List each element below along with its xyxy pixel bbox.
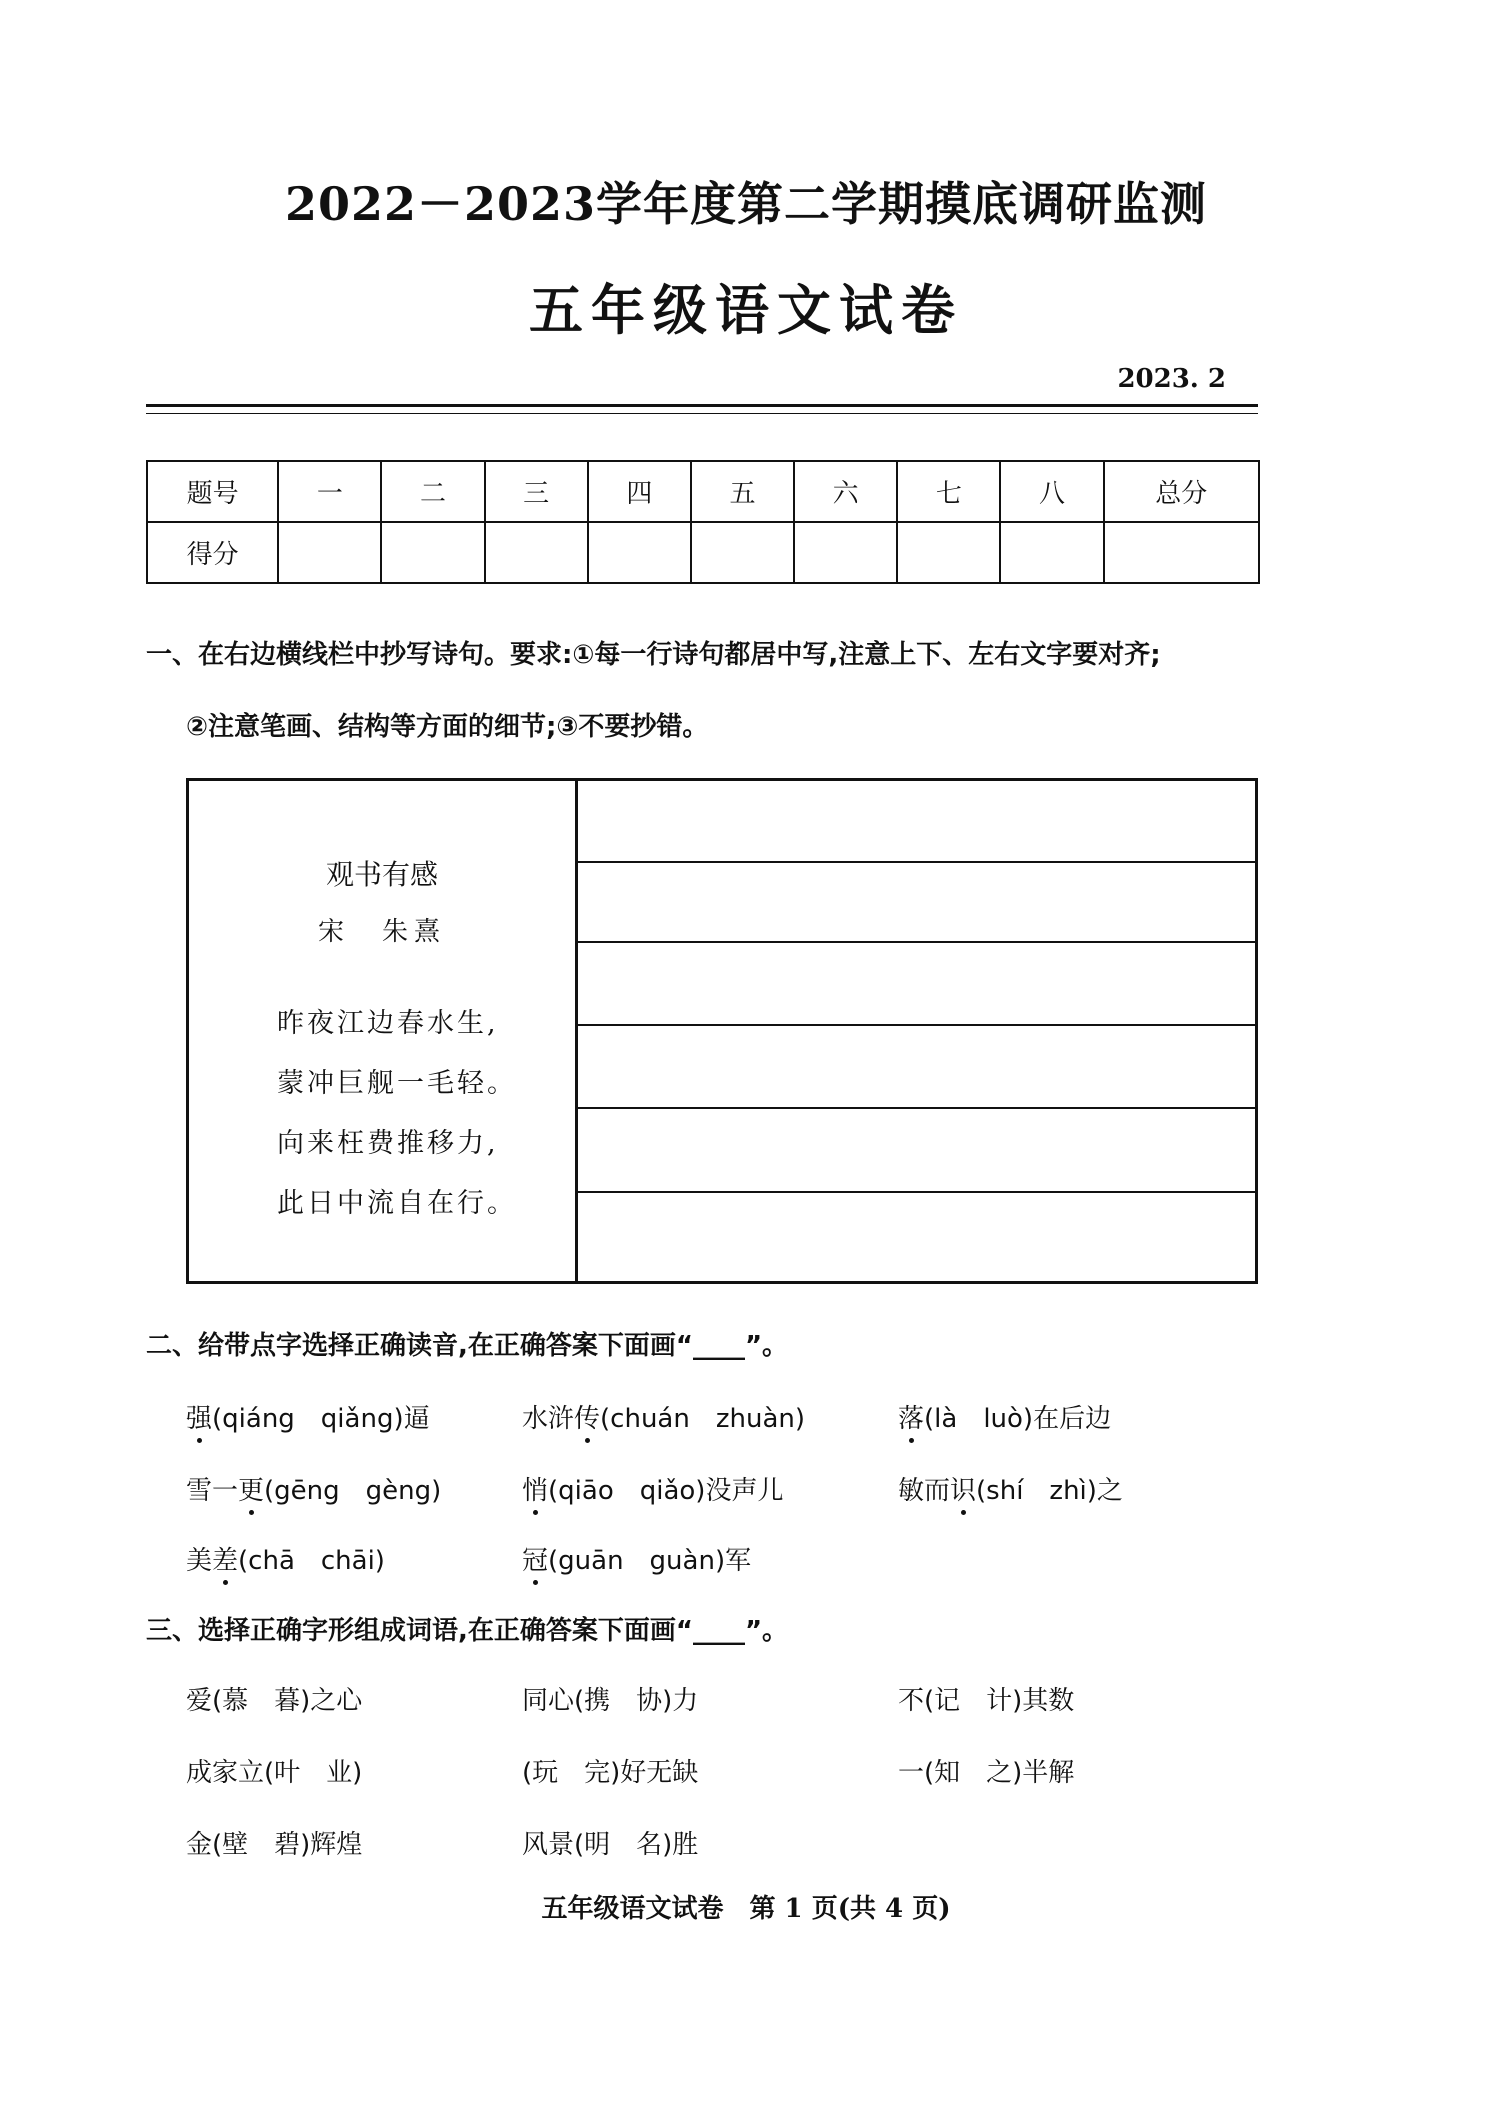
q3-heading: 三、选择正确字形组成词语,在正确答案下面画“____”。 <box>146 1616 789 1646</box>
dotted-char: 识 <box>950 1470 976 1507</box>
q2-item[interactable]: 强(qiáng qiǎng)逼 <box>186 1398 430 1435</box>
poem-author: 宋 朱熹 <box>317 917 446 947</box>
exam-title: 2022－2023学年度第二学期摸底调研监测 <box>284 177 1208 231</box>
q2-item[interactable]: 雪一更(gēng gèng) <box>186 1470 441 1507</box>
q3-item[interactable]: 风景(明 名)胜 <box>522 1830 699 1860</box>
poem-line: 此日中流自在行。 <box>277 1188 517 1219</box>
score-blank-cell[interactable] <box>1000 522 1103 583</box>
poem-line: 昨夜江边春水生, <box>277 1008 499 1039</box>
score-blank-cell[interactable] <box>897 522 1000 583</box>
score-blank-cell[interactable] <box>588 522 691 583</box>
q1-heading-line1: 一、在右边横线栏中抄写诗句。要求:①每一行诗句都居中写,注意上下、左右文字要对齐; <box>146 640 1161 670</box>
header-rule-thick <box>146 404 1258 407</box>
score-header-cell: 七 <box>897 461 1000 522</box>
dotted-char: 传 <box>574 1398 600 1435</box>
dotted-char: 差 <box>212 1540 238 1577</box>
score-header-cell: 一 <box>278 461 381 522</box>
score-header-cell: 四 <box>588 461 691 522</box>
q3-item[interactable]: 一(知 之)半解 <box>898 1758 1075 1788</box>
score-header-cell: 总分 <box>1104 461 1259 522</box>
score-blank-cell[interactable] <box>485 522 588 583</box>
score-header-cell: 八 <box>1000 461 1103 522</box>
score-blank-cell[interactable] <box>381 522 484 583</box>
score-table <box>146 460 1260 584</box>
copy-line-rule[interactable] <box>578 1107 1255 1109</box>
dotted-char: 悄 <box>522 1470 548 1507</box>
score-row-label: 得分 <box>147 522 278 583</box>
poem-copy-box <box>186 778 1258 1284</box>
q2-item[interactable]: 落(là luò)在后边 <box>898 1398 1111 1435</box>
copy-line-rule[interactable] <box>578 861 1255 863</box>
q2-heading: 二、给带点字选择正确读音,在正确答案下面画“____”。 <box>146 1331 789 1361</box>
dotted-char: 冠 <box>522 1540 548 1577</box>
poem-box-divider <box>575 781 578 1281</box>
exam-subtitle: 五年级语文试卷 <box>529 278 963 342</box>
copy-line-rule[interactable] <box>578 941 1255 943</box>
score-table-score-row <box>147 522 1259 583</box>
q2-item[interactable]: 美差(chā chāi) <box>186 1540 385 1577</box>
dotted-char: 强 <box>186 1398 212 1435</box>
q3-item[interactable]: (玩 完)好无缺 <box>522 1758 699 1788</box>
dotted-char: 落 <box>898 1398 924 1435</box>
score-blank-cell[interactable] <box>794 522 897 583</box>
poem-line: 向来枉费推移力, <box>277 1128 499 1159</box>
score-header-cell: 二 <box>381 461 484 522</box>
score-blank-cell[interactable] <box>691 522 794 583</box>
score-header-cell: 五 <box>691 461 794 522</box>
score-header-cell: 题号 <box>147 461 278 522</box>
q3-item[interactable]: 成家立(叶 业) <box>186 1758 363 1788</box>
q3-item[interactable]: 不(记 计)其数 <box>898 1686 1075 1716</box>
q2-item[interactable]: 水浒传(chuán zhuàn) <box>522 1398 805 1435</box>
score-header-cell: 六 <box>794 461 897 522</box>
header-rule-thin <box>146 413 1258 414</box>
q1-heading-line2: ②注意笔画、结构等方面的细节;③不要抄错。 <box>186 712 709 742</box>
poem-title: 观书有感 <box>325 858 438 891</box>
q2-item[interactable]: 冠(guān guàn)军 <box>522 1540 751 1577</box>
page-footer: 五年级语文试卷 第 1 页(共 4 页) <box>541 1894 951 1924</box>
q2-item[interactable]: 悄(qiāo qiǎo)没声儿 <box>522 1470 783 1507</box>
score-table-header-row <box>147 461 1259 522</box>
score-blank-cell[interactable] <box>278 522 381 583</box>
poem-line: 蒙冲巨舰一毛轻。 <box>277 1068 517 1099</box>
score-header-cell: 三 <box>485 461 588 522</box>
exam-date: 2023. 2 <box>1117 364 1226 394</box>
dotted-char: 更 <box>238 1470 264 1507</box>
q2-item[interactable]: 敏而识(shí zhì)之 <box>898 1470 1123 1507</box>
q3-item[interactable]: 同心(携 协)力 <box>522 1686 699 1716</box>
copy-line-rule[interactable] <box>578 1191 1255 1193</box>
copy-line-rule[interactable] <box>578 1024 1255 1026</box>
q3-item[interactable]: 爱(慕 暮)之心 <box>186 1686 363 1716</box>
q3-item[interactable]: 金(壁 碧)辉煌 <box>186 1830 363 1860</box>
score-blank-cell[interactable] <box>1104 522 1259 583</box>
